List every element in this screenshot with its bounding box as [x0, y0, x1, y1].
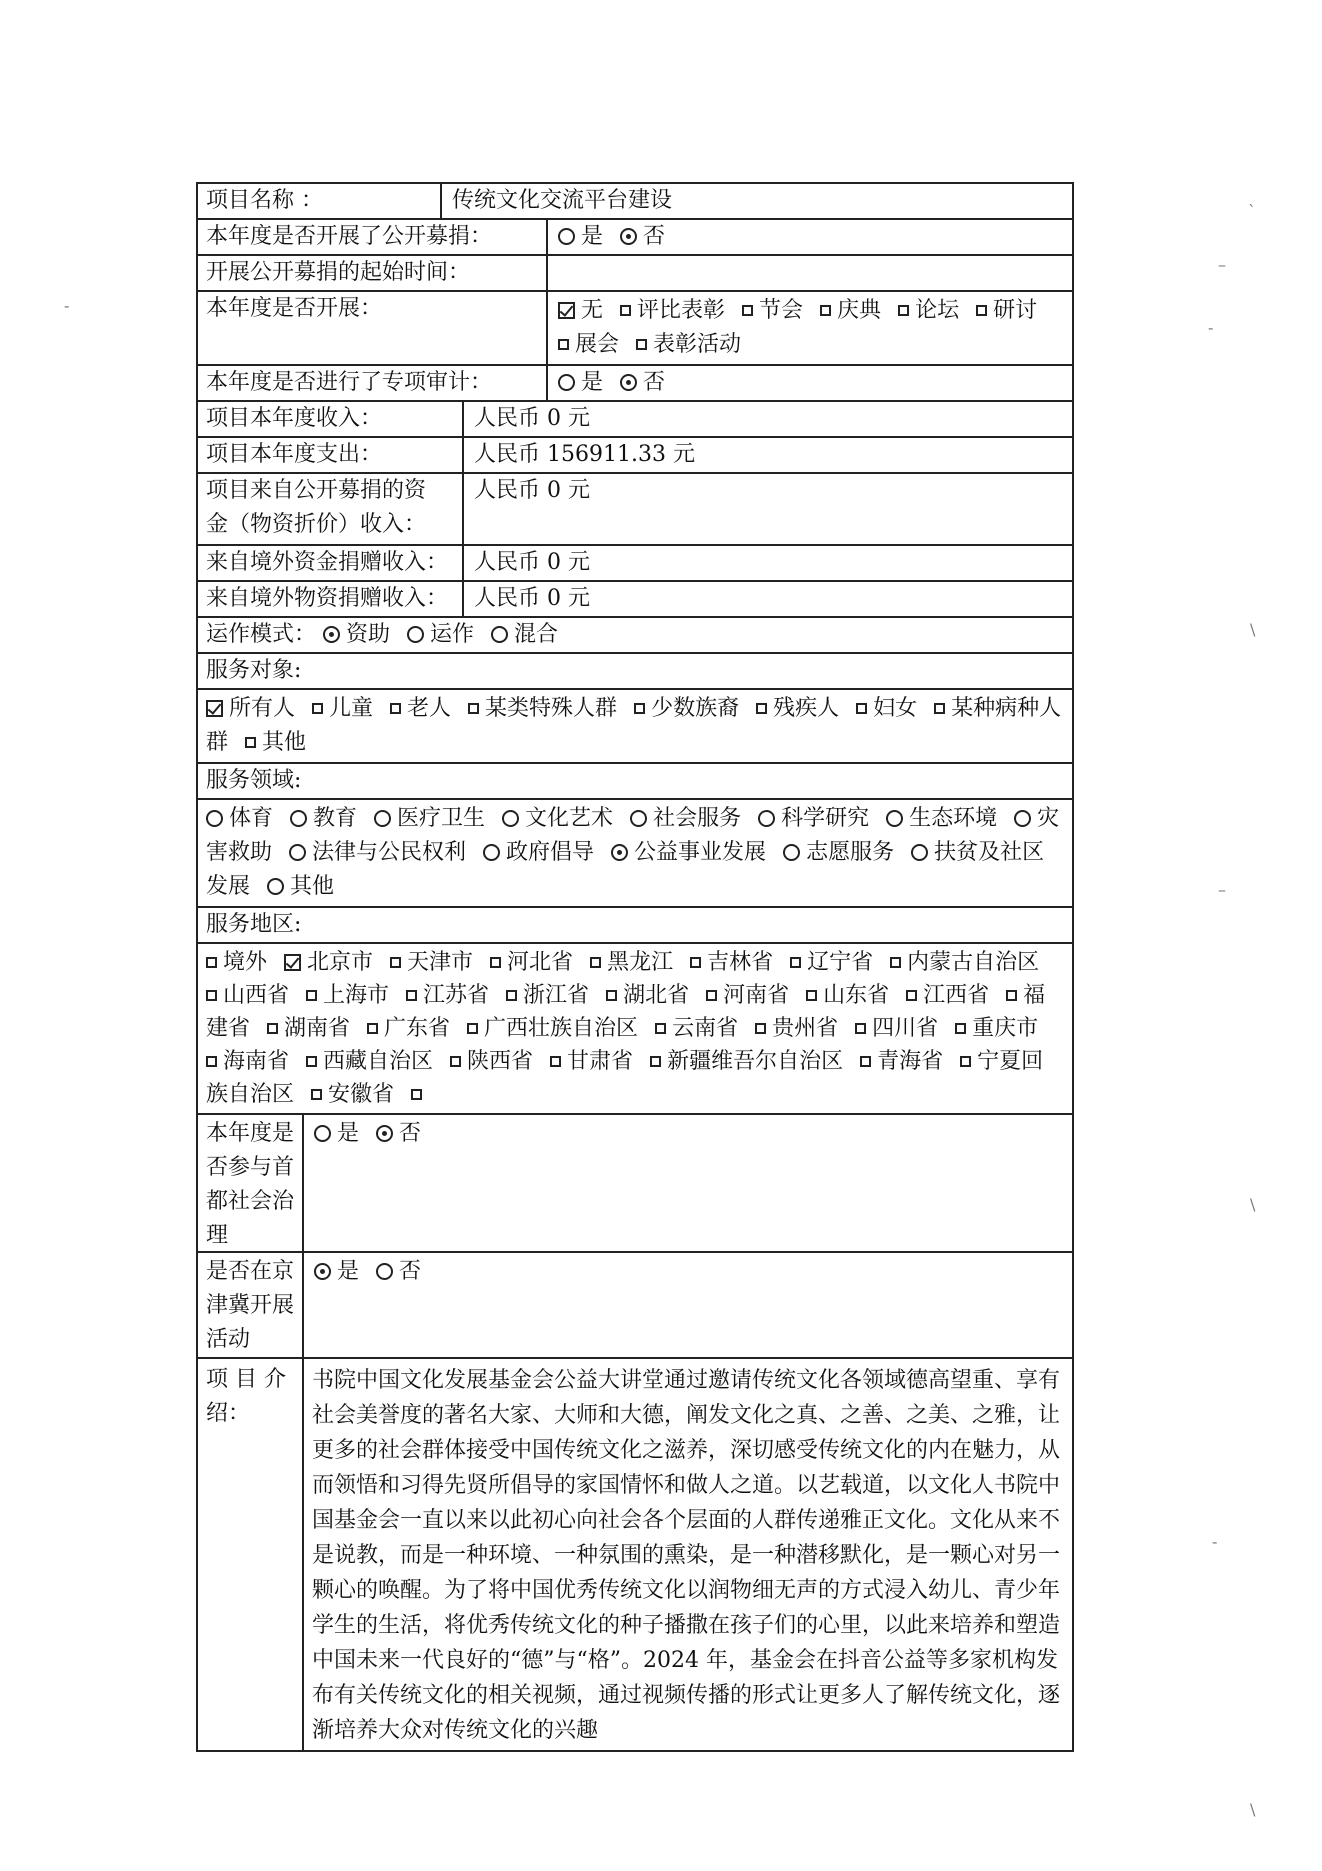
- public-fundraising-label: 本年度是否开展了公开募捐：: [198, 220, 548, 254]
- checkbox-icon[interactable]: [755, 1023, 766, 1034]
- checkbox-icon[interactable]: [406, 990, 417, 1001]
- service-region-option[interactable]: [790, 950, 873, 975]
- expenditure-value: 人民币 156911.33 元: [474, 442, 695, 467]
- jingjinji-yes: 是: [337, 1259, 360, 1284]
- service-region-option-label: 福建省: [206, 983, 1046, 1041]
- service-region-option[interactable]: [284, 950, 373, 975]
- service-region-option[interactable]: [450, 1049, 533, 1074]
- service-region-option[interactable]: [806, 983, 889, 1008]
- public-funds-label-line1: 项目来自公开募捐的资: [206, 478, 427, 503]
- service-region-option[interactable]: [406, 983, 489, 1008]
- service-region-option[interactable]: [955, 1016, 1038, 1041]
- service-regions-options: [198, 944, 1072, 1113]
- activity-option-label: 无: [581, 298, 604, 323]
- service-field-option[interactable]: [290, 806, 357, 831]
- public-fundraising-no: 否: [643, 224, 666, 249]
- radio-empty-icon[interactable]: [783, 844, 800, 861]
- service-region-option-label: 黑龙江: [607, 950, 674, 975]
- checkbox-icon[interactable]: [206, 957, 217, 968]
- capital-governance-label: 本年度是否参与首都社会治理: [198, 1115, 304, 1251]
- service-region-option-label: 河南省: [723, 983, 790, 1008]
- service-region-option-label: 西藏自治区: [323, 1049, 434, 1074]
- service-region-option-label: 四川省: [872, 1016, 939, 1041]
- radio-selected-icon[interactable]: [323, 626, 340, 643]
- row-service-targets: [198, 690, 1072, 764]
- service-target-option-label: 老人: [407, 696, 452, 721]
- checkbox-icon[interactable]: [606, 990, 617, 1001]
- radio-empty-icon[interactable]: [206, 810, 223, 827]
- radio-empty-icon[interactable]: [376, 1263, 393, 1280]
- service-region-option[interactable]: [367, 1016, 450, 1041]
- service-region-option-label: 天津市: [407, 950, 474, 975]
- checkbox-icon[interactable]: [467, 1023, 478, 1034]
- checkbox-icon[interactable]: [206, 990, 217, 1001]
- service-region-option[interactable]: [706, 983, 789, 1008]
- capital-governance-options: [304, 1115, 1072, 1251]
- row-service-targets-label: [198, 654, 1072, 690]
- row-service-regions: [198, 944, 1072, 1115]
- checkbox-icon[interactable]: [450, 1056, 461, 1067]
- service-field-option-label: 文化艺术: [525, 806, 614, 831]
- service-target-option-label: 少数族裔: [651, 696, 740, 721]
- checkbox-icon[interactable]: [267, 1023, 278, 1034]
- service-region-option[interactable]: [606, 983, 689, 1008]
- activity-option-label: 展会: [575, 332, 620, 357]
- row-operation-mode: [198, 618, 1072, 654]
- radio-selected-icon[interactable]: [620, 374, 637, 391]
- service-field-option[interactable]: [289, 840, 466, 865]
- service-target-option[interactable]: [206, 696, 295, 721]
- radio-selected-icon[interactable]: [314, 1263, 331, 1280]
- expenditure-label: 项目本年度支出：: [198, 438, 464, 472]
- service-region-option[interactable]: [306, 983, 389, 1008]
- checkbox-icon[interactable]: [306, 1056, 317, 1067]
- service-region-option[interactable]: [490, 950, 573, 975]
- service-field-option[interactable]: [611, 840, 766, 865]
- public-fundraising-yes: 是: [581, 224, 604, 249]
- checkbox-icon[interactable]: [306, 990, 317, 1001]
- service-region-option-label: 湖北省: [623, 983, 690, 1008]
- service-field-option-label: 科学研究: [781, 806, 870, 831]
- service-region-option[interactable]: [306, 1049, 433, 1074]
- activity-option[interactable]: [558, 298, 603, 323]
- scan-mark: \: [1250, 1800, 1256, 1819]
- service-region-option-label: 内蒙古自治区: [907, 950, 1040, 975]
- special-audit-yes: 是: [581, 370, 604, 395]
- radio-empty-icon[interactable]: [886, 810, 903, 827]
- service-region-option-label: 湖南省: [284, 1016, 351, 1041]
- radio-empty-icon[interactable]: [630, 810, 647, 827]
- service-field-option-label: 教育: [313, 806, 358, 831]
- checkbox-icon[interactable]: [790, 957, 801, 968]
- service-field-option[interactable]: [758, 806, 869, 831]
- service-region-option[interactable]: [506, 983, 589, 1008]
- activity-option-label: 论坛: [915, 298, 960, 323]
- service-field-option[interactable]: [267, 874, 334, 899]
- service-field-option-label: 生态环境: [909, 806, 998, 831]
- checkbox-icon[interactable]: [976, 305, 987, 316]
- service-region-option[interactable]: [467, 1016, 638, 1041]
- special-audit-no: 否: [643, 370, 666, 395]
- service-field-option-label: 其他: [290, 874, 335, 899]
- service-regions-label: 服务地区:: [206, 912, 302, 937]
- service-field-option[interactable]: [483, 840, 594, 865]
- service-target-option[interactable]: [390, 696, 451, 721]
- service-region-option-label: 江苏省: [423, 983, 490, 1008]
- row-expenditure: [198, 438, 1072, 474]
- service-target-option[interactable]: [756, 696, 839, 721]
- checkbox-icon[interactable]: [490, 957, 501, 968]
- checkbox-icon[interactable]: [806, 990, 817, 1001]
- radio-empty-icon[interactable]: [483, 844, 500, 861]
- radio-empty-icon[interactable]: [314, 1125, 331, 1142]
- project-info-table: [196, 182, 1074, 1752]
- service-target-option-label: 儿童: [329, 696, 374, 721]
- service-field-option-label: 公益事业发展: [634, 840, 767, 865]
- service-region-option-label: 江西省: [923, 983, 990, 1008]
- service-region-option[interactable]: [590, 950, 673, 975]
- scan-mark: -: [1212, 1532, 1218, 1551]
- row-public-funds: [198, 474, 1072, 546]
- operation-mode-option[interactable]: [491, 622, 558, 647]
- row-activities: [198, 292, 1072, 366]
- operation-mode-option-label: 混合: [514, 622, 559, 647]
- service-region-option[interactable]: [390, 950, 473, 975]
- public-fundraising-options: [548, 220, 1072, 254]
- public-funds-label: [198, 474, 464, 544]
- radio-selected-icon[interactable]: [611, 844, 628, 861]
- service-target-option[interactable]: [634, 696, 739, 721]
- checkbox-icon[interactable]: [690, 957, 701, 968]
- row-project-name: [198, 184, 1072, 220]
- checkbox-icon[interactable]: [390, 703, 401, 714]
- checkbox-checked-icon[interactable]: [284, 954, 301, 971]
- jingjinji-label: 是否在京津冀开展活动: [198, 1253, 304, 1357]
- checkbox-icon[interactable]: [655, 1023, 666, 1034]
- public-funds-label-line2: 金（物资折价）收入：: [206, 512, 427, 537]
- radio-empty-icon[interactable]: [290, 810, 307, 827]
- checkbox-icon[interactable]: [550, 1056, 561, 1067]
- checkbox-icon[interactable]: [367, 1023, 378, 1034]
- activity-option[interactable]: [976, 298, 1037, 323]
- service-field-option[interactable]: [502, 806, 613, 831]
- row-income: [198, 402, 1072, 438]
- service-region-option-label: 广东省: [384, 1016, 451, 1041]
- service-region-option[interactable]: [890, 950, 1039, 975]
- checkbox-icon[interactable]: [311, 1089, 322, 1100]
- activity-option[interactable]: [820, 298, 881, 323]
- checkbox-icon[interactable]: [636, 339, 647, 350]
- service-region-option[interactable]: [206, 1049, 289, 1074]
- income-value: 人民币 0 元: [474, 406, 590, 431]
- radio-empty-icon[interactable]: [758, 810, 775, 827]
- checkbox-checked-icon[interactable]: [206, 700, 223, 717]
- row-jingjinji: [198, 1253, 1072, 1359]
- service-field-option-label: 法律与公民权利: [312, 840, 467, 865]
- project-name-label: 项目名称 ：: [198, 184, 442, 218]
- operation-mode-label: 运作模式：: [206, 622, 317, 647]
- service-region-option-label: 辽宁省: [807, 950, 874, 975]
- radio-empty-icon[interactable]: [1014, 810, 1031, 827]
- service-region-option-label: 海南省: [223, 1049, 290, 1074]
- fundraising-start-label: 开展公开募捐的起始时间：: [198, 256, 548, 290]
- activity-option-label: 庆典: [837, 298, 882, 323]
- service-region-option[interactable]: [311, 1082, 394, 1107]
- radio-empty-icon[interactable]: [289, 844, 306, 861]
- service-field-option[interactable]: [783, 840, 894, 865]
- service-field-option-label: 扶贫及社区发展: [206, 840, 1045, 899]
- checkbox-icon[interactable]: [590, 957, 601, 968]
- radio-empty-icon[interactable]: [502, 810, 519, 827]
- income-label: 项目本年度收入：: [198, 402, 464, 436]
- service-region-option-label: 陕西省: [467, 1049, 534, 1074]
- radio-empty-icon[interactable]: [374, 810, 391, 827]
- checkbox-icon[interactable]: [856, 703, 867, 714]
- service-region-option[interactable]: [755, 1016, 838, 1041]
- service-field-option[interactable]: [374, 806, 485, 831]
- checkbox-icon[interactable]: [860, 1056, 871, 1067]
- service-target-option[interactable]: [468, 696, 617, 721]
- foreign-goods-value: 人民币 0 元: [474, 586, 590, 611]
- service-region-option-label: 新疆维吾尔自治区: [667, 1049, 844, 1074]
- service-region-option[interactable]: [206, 983, 289, 1008]
- row-service-fields: [198, 800, 1072, 908]
- checkbox-icon[interactable]: [468, 703, 479, 714]
- service-region-option-label: 重庆市: [972, 1016, 1039, 1041]
- service-region-option-label: 浙江省: [523, 983, 590, 1008]
- scan-mark: \: [1250, 1195, 1256, 1214]
- activity-option-label: 节会: [759, 298, 804, 323]
- activity-option-label: 评比表彰: [637, 298, 726, 323]
- activities-options: [548, 292, 1072, 364]
- service-target-option-label: 某类特殊人群: [485, 696, 618, 721]
- service-region-option[interactable]: [690, 950, 773, 975]
- checkbox-icon[interactable]: [411, 1089, 422, 1100]
- service-target-option[interactable]: [856, 696, 917, 721]
- checkbox-icon[interactable]: [756, 703, 767, 714]
- service-region-option-label: 广西壮族自治区: [484, 1016, 639, 1041]
- jingjinji-no: 否: [399, 1259, 422, 1284]
- checkbox-icon[interactable]: [960, 1056, 971, 1067]
- service-region-option[interactable]: [655, 1016, 738, 1041]
- radio-empty-icon[interactable]: [558, 228, 575, 245]
- checkbox-icon[interactable]: [650, 1056, 661, 1067]
- foreign-goods-label: 来自境外物资捐赠收入：: [198, 582, 464, 616]
- checkbox-icon[interactable]: [890, 957, 901, 968]
- checkbox-icon[interactable]: [706, 990, 717, 1001]
- checkbox-icon[interactable]: [206, 1056, 217, 1067]
- row-foreign-cash: [198, 546, 1072, 582]
- project-intro-label: 项 目 介 绍：: [198, 1359, 304, 1750]
- activity-option[interactable]: [742, 298, 803, 323]
- project-name-value: 传统文化交流平台建设: [452, 188, 673, 213]
- service-region-option-label: 上海市: [323, 983, 390, 1008]
- checkbox-icon[interactable]: [820, 305, 831, 316]
- checkbox-checked-icon[interactable]: [558, 302, 575, 319]
- row-fundraising-start: [198, 256, 1072, 292]
- service-target-option[interactable]: [312, 696, 373, 721]
- foreign-cash-value: 人民币 0 元: [474, 550, 590, 575]
- operation-mode-option-label: 运作: [430, 622, 475, 647]
- checkbox-icon[interactable]: [955, 1023, 966, 1034]
- checkbox-icon[interactable]: [634, 703, 645, 714]
- service-region-option-label: 山西省: [223, 983, 290, 1008]
- service-region-option-label: 云南省: [672, 1016, 739, 1041]
- radio-selected-icon[interactable]: [376, 1125, 393, 1142]
- service-target-option-label: 所有人: [229, 696, 296, 721]
- activity-option[interactable]: [620, 298, 725, 323]
- operation-mode-option[interactable]: [407, 622, 474, 647]
- service-target-option-label: 妇女: [873, 696, 918, 721]
- service-target-option-label: 残疾人: [773, 696, 840, 721]
- service-field-option[interactable]: [206, 806, 273, 831]
- scan-mark: \: [1250, 620, 1256, 639]
- checkbox-icon[interactable]: [934, 703, 945, 714]
- radio-empty-icon[interactable]: [407, 626, 424, 643]
- service-region-option-label: 宁夏回族自治区: [206, 1049, 1044, 1107]
- checkbox-icon[interactable]: [855, 1023, 866, 1034]
- service-region-option[interactable]: [206, 950, 267, 975]
- capital-governance-no: 否: [399, 1121, 422, 1146]
- service-region-option[interactable]: [650, 1049, 843, 1074]
- service-region-option-label: 北京市: [307, 950, 374, 975]
- row-service-fields-label: [198, 764, 1072, 800]
- checkbox-icon[interactable]: [898, 305, 909, 316]
- special-audit-label: 本年度是否进行了专项审计：: [198, 366, 548, 400]
- service-region-option-label: 吉林省: [707, 950, 774, 975]
- radio-selected-icon[interactable]: [620, 228, 637, 245]
- service-field-option-label: 灾害救助: [206, 806, 1060, 865]
- service-region-option-label: 河北省: [507, 950, 574, 975]
- service-fields-options: [198, 800, 1072, 906]
- activity-option-label: 研讨: [993, 298, 1038, 323]
- service-field-option-label: 社会服务: [653, 806, 742, 831]
- checkbox-icon[interactable]: [742, 305, 753, 316]
- service-region-option[interactable]: [411, 1082, 428, 1107]
- service-targets-label: 服务对象:: [206, 658, 302, 683]
- operation-mode: [198, 618, 1072, 652]
- fundraising-start-value: [548, 256, 1072, 290]
- service-field-option-label: 政府倡导: [506, 840, 595, 865]
- checkbox-icon[interactable]: [312, 703, 323, 714]
- row-public-fundraising: [198, 220, 1072, 256]
- operation-mode-option-label: 资助: [346, 622, 391, 647]
- checkbox-icon[interactable]: [620, 305, 631, 316]
- service-region-option[interactable]: [906, 983, 989, 1008]
- foreign-cash-label: 来自境外资金捐赠收入：: [198, 546, 464, 580]
- service-field-option-label: 志愿服务: [806, 840, 895, 865]
- service-target-option-label: 某种病种人群: [206, 696, 1062, 755]
- service-region-option-label: 境外: [223, 950, 268, 975]
- checkbox-icon[interactable]: [558, 339, 569, 350]
- special-audit-options: [548, 366, 1072, 400]
- service-field-option[interactable]: [630, 806, 741, 831]
- service-region-option-label: 安徽省: [328, 1082, 395, 1107]
- service-region-option[interactable]: [855, 1016, 938, 1041]
- service-region-option-label: 山东省: [823, 983, 890, 1008]
- checkbox-icon[interactable]: [506, 990, 517, 1001]
- scan-mark: –: [1218, 880, 1226, 899]
- service-region-option[interactable]: [550, 1049, 633, 1074]
- radio-empty-icon[interactable]: [558, 374, 575, 391]
- service-target-option[interactable]: [245, 730, 306, 755]
- row-project-intro: [198, 1359, 1072, 1752]
- checkbox-icon[interactable]: [390, 957, 401, 968]
- checkbox-icon[interactable]: [906, 990, 917, 1001]
- service-region-option[interactable]: [267, 1016, 350, 1041]
- service-field-option[interactable]: [886, 806, 997, 831]
- public-funds-value: 人民币 0 元: [474, 478, 590, 503]
- scan-mark: -: [64, 296, 70, 315]
- scan-mark: -: [1208, 318, 1214, 337]
- row-foreign-goods: [198, 582, 1072, 618]
- service-region-option-label: 甘肃省: [567, 1049, 634, 1074]
- service-field-option-label: 体育: [229, 806, 274, 831]
- service-targets-options: [198, 690, 1072, 762]
- capital-governance-yes: 是: [337, 1121, 360, 1146]
- radio-empty-icon[interactable]: [267, 878, 284, 895]
- operation-mode-option[interactable]: [323, 622, 390, 647]
- activity-option[interactable]: [898, 298, 959, 323]
- service-field-option-label: 医疗卫生: [397, 806, 486, 831]
- service-region-option[interactable]: [860, 1049, 943, 1074]
- scan-mark: ˋ: [1248, 202, 1256, 221]
- row-capital-governance: [198, 1115, 1072, 1253]
- checkbox-icon[interactable]: [1006, 990, 1017, 1001]
- activity-option[interactable]: [558, 332, 619, 357]
- service-target-option-label: 其他: [262, 730, 307, 755]
- radio-empty-icon[interactable]: [491, 626, 508, 643]
- activity-option-label: 表彰活动: [653, 332, 742, 357]
- project-intro-text: 书院中国文化发展基金会公益大讲堂通过邀请传统文化各领域德高望重、享有社会美誉度的著名大家、大师和大德，阐发文化之真、之善、之美、之雅，让更多的社会群体接受中国传统文化之滋养，深切感受传统文化的内在魅力，从而领悟和习得先贤所倡导的家国情怀和做人之道。以艺载道，以文化人书院中国基金会一直以来以此初心向社会各个层面的人群传递雅正文化。文化从来不是说教，而是一种环境、一种氛围的熏染，是一种潜移默化，是一颗心对另一颗心的唤醒。为了将中国优秀传统文化以润物细无声的方式浸入幼儿、青少年学生的生活，将优秀传统文化的种子播撒在孩子们的心里，以此来培养和塑造中国未来一代良好的“德”与“格”。2024 年，基金会在抖音公益等多家机构发布有关传统文化的相关视频，通过视频传播的形式让更多人了解传统文化，逐渐培养大众对传统文化的兴趣: [312, 1368, 1061, 1743]
- service-fields-label: 服务领域:: [206, 768, 302, 793]
- service-region-option-label: 贵州省: [772, 1016, 839, 1041]
- activities-label: 本年度是否开展：: [198, 292, 548, 364]
- row-special-audit: [198, 366, 1072, 402]
- service-region-option-label: 青海省: [877, 1049, 944, 1074]
- row-service-regions-label: [198, 908, 1072, 944]
- scan-mark: –: [1218, 255, 1226, 274]
- radio-empty-icon[interactable]: [911, 844, 928, 861]
- activity-option[interactable]: [636, 332, 741, 357]
- checkbox-icon[interactable]: [245, 737, 256, 748]
- jingjinji-options: [304, 1253, 1072, 1357]
